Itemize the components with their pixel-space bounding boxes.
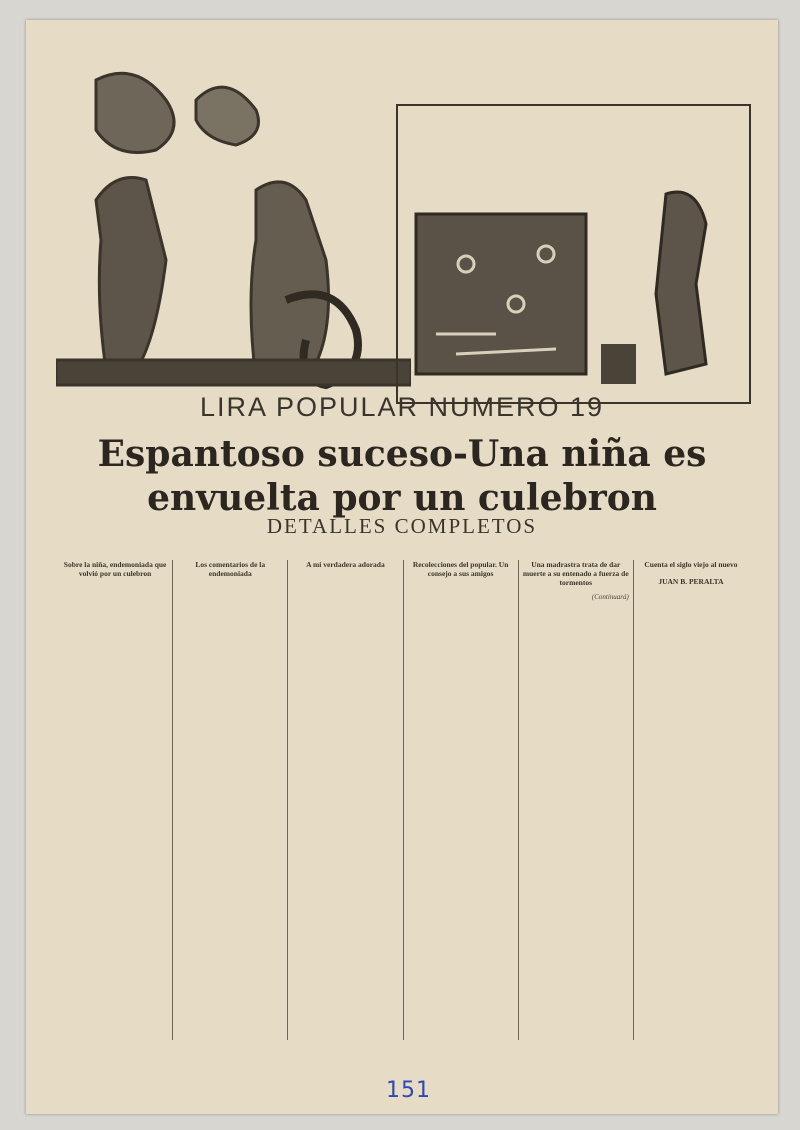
headline — [26, 432, 778, 520]
column-heading: Cuenta el siglo viejo al nuevo — [644, 560, 738, 569]
author-signature: JUAN B. PERALTA — [658, 577, 724, 586]
broadside-sheet — [26, 20, 778, 1114]
verse-column — [404, 560, 519, 1040]
series-heading: LIRA POPULAR NUMERO 19 — [199, 392, 605, 422]
column-heading: Una madrastra trata de dar muerte a su entenado a fuerza de tormentos — [522, 560, 629, 587]
column-heading: Recolecciones del popular. Un consejo a sus amigos — [412, 560, 509, 578]
verse-column — [634, 560, 748, 1040]
verse-column — [519, 560, 634, 1040]
column-heading: Sobre la niña, endemoniada que volvió por un culebron — [63, 560, 167, 578]
headline-line-2: envuelta por un culebron — [147, 477, 657, 519]
woodcut-illustration-right — [396, 104, 751, 404]
verse-column — [288, 560, 403, 1040]
subheading: DETALLES COMPLETOS — [266, 514, 538, 538]
verse-column — [173, 560, 288, 1040]
column-heading: Los comentarios de la endemoniada — [195, 560, 266, 578]
column-heading: A mi verdadera adorada — [306, 560, 385, 569]
page-number: 151 — [386, 1078, 431, 1103]
woodcut-illustration-left — [56, 40, 411, 405]
verse-column — [58, 560, 173, 1040]
verse-columns — [58, 560, 748, 1040]
headline-line-1: Espantoso suceso-Una niña es — [97, 433, 707, 475]
continued-note: (Continuará) — [591, 593, 629, 601]
